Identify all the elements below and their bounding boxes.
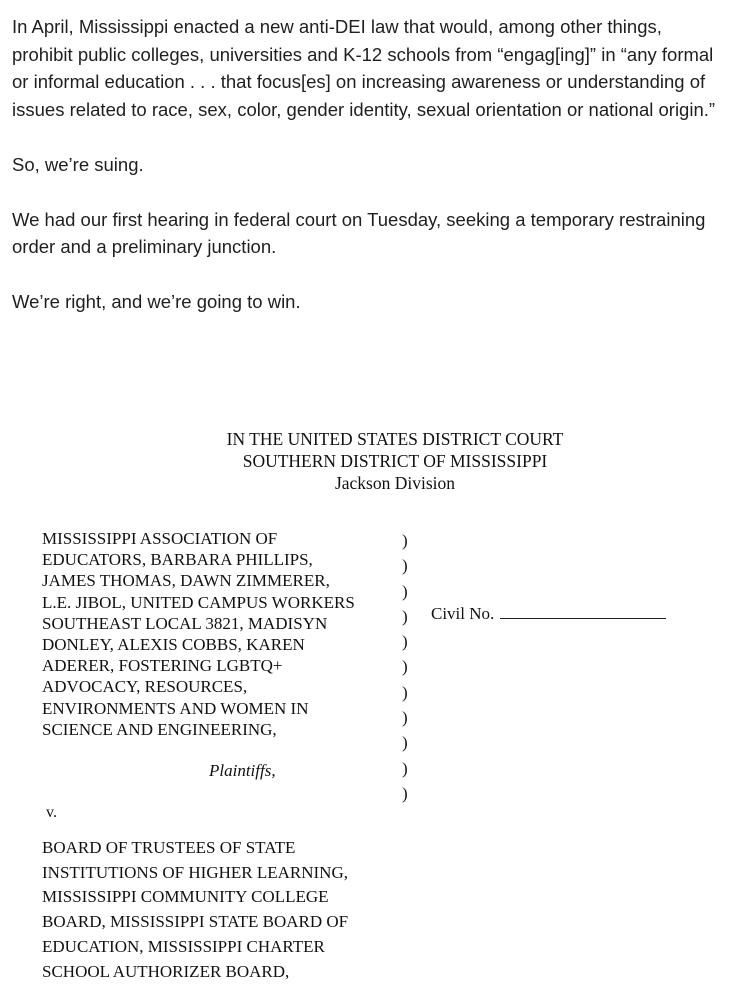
plaintiffs-line: DONLEY, ALEXIS COBBS, KAREN	[42, 635, 305, 655]
defendants-line: BOARD, MISSISSIPPI STATE BOARD OF	[42, 912, 349, 932]
plaintiffs-line: EDUCATORS, BARBARA PHILLIPS,	[42, 550, 313, 570]
caption-paren-column	[402, 528, 414, 806]
caption-paren: )	[402, 733, 408, 753]
caption-paren: )	[402, 758, 408, 778]
caption-paren: )	[402, 657, 408, 677]
court-division: Jackson Division	[334, 473, 456, 493]
plaintiffs-line: SCIENCE AND ENGINEERING,	[42, 719, 277, 739]
caption-paren: )	[402, 783, 408, 803]
civil-number	[431, 603, 666, 625]
plaintiffs-line: L.E. JIBOL, UNITED CAMPUS WORKERS	[42, 592, 355, 612]
plaintiffs-line: ENVIRONMENTS AND WOMEN IN	[42, 698, 309, 718]
post-paragraph: We had our first hearing in federal court on Tuesday, seeking a temporary restraining order and a preliminary junction.	[12, 208, 706, 257]
court-district: SOUTHERN DISTRICT OF MISSISSIPPI	[242, 451, 548, 471]
plaintiffs-line: ADVOCACY, RESOURCES,	[42, 677, 248, 697]
court-caption-header	[0, 428, 735, 494]
plaintiffs-line: SOUTHEAST LOCAL 3821, MADISYN	[42, 613, 328, 633]
plaintiffs-line: ADERER, FOSTERING LGBTQ+	[42, 656, 283, 676]
post-paragraph: We’re right, and we’re going to win.	[12, 291, 301, 312]
civil-no-label: Civil No.	[431, 604, 495, 623]
defendants-line: SCHOOL AUTHORIZER BOARD,	[42, 961, 290, 981]
post-paragraph: In April, Mississippi enacted a new anti-DEI law that would, among other things, prohibit public colleges, universities and K-12 schools from “engag[ing]” in “any formal or informal education . . . that focus[es] on increasing awareness or understanding of issues related to race, sex, color, gender identity, sexual orientation or national origin.”	[12, 16, 716, 120]
defendants-line: EDUCATION, MISSISSIPPI CHARTER	[42, 936, 325, 956]
caption-paren: )	[402, 556, 408, 576]
caption-paren: )	[402, 632, 408, 652]
court-name: IN THE UNITED STATES DISTRICT COURT	[226, 429, 564, 449]
defendants-line: BOARD OF TRUSTEES OF STATE	[42, 838, 296, 857]
defendants-block	[42, 836, 402, 984]
defendants-line: INSTITUTIONS OF HIGHER LEARNING,	[42, 862, 348, 882]
caption-paren: )	[402, 581, 408, 601]
caption-paren: )	[402, 531, 408, 550]
post-text	[12, 13, 724, 343]
versus: v.	[46, 804, 57, 821]
defendants-line: MISSISSIPPI COMMUNITY COLLEGE	[42, 887, 329, 907]
caption-paren: )	[402, 606, 408, 626]
plaintiffs-label: Plaintiffs,	[209, 761, 276, 780]
caption-paren: )	[402, 708, 408, 728]
court-document-image	[0, 395, 735, 1000]
caption-paren: )	[402, 682, 408, 702]
civil-no-blank	[500, 604, 666, 619]
plaintiffs-line: JAMES THOMAS, DAWN ZIMMERER,	[42, 571, 330, 591]
plaintiffs-line: MISSISSIPPI ASSOCIATION OF	[42, 529, 278, 548]
plaintiffs-block	[42, 528, 402, 740]
post-paragraph: So, we’re suing.	[12, 153, 144, 175]
